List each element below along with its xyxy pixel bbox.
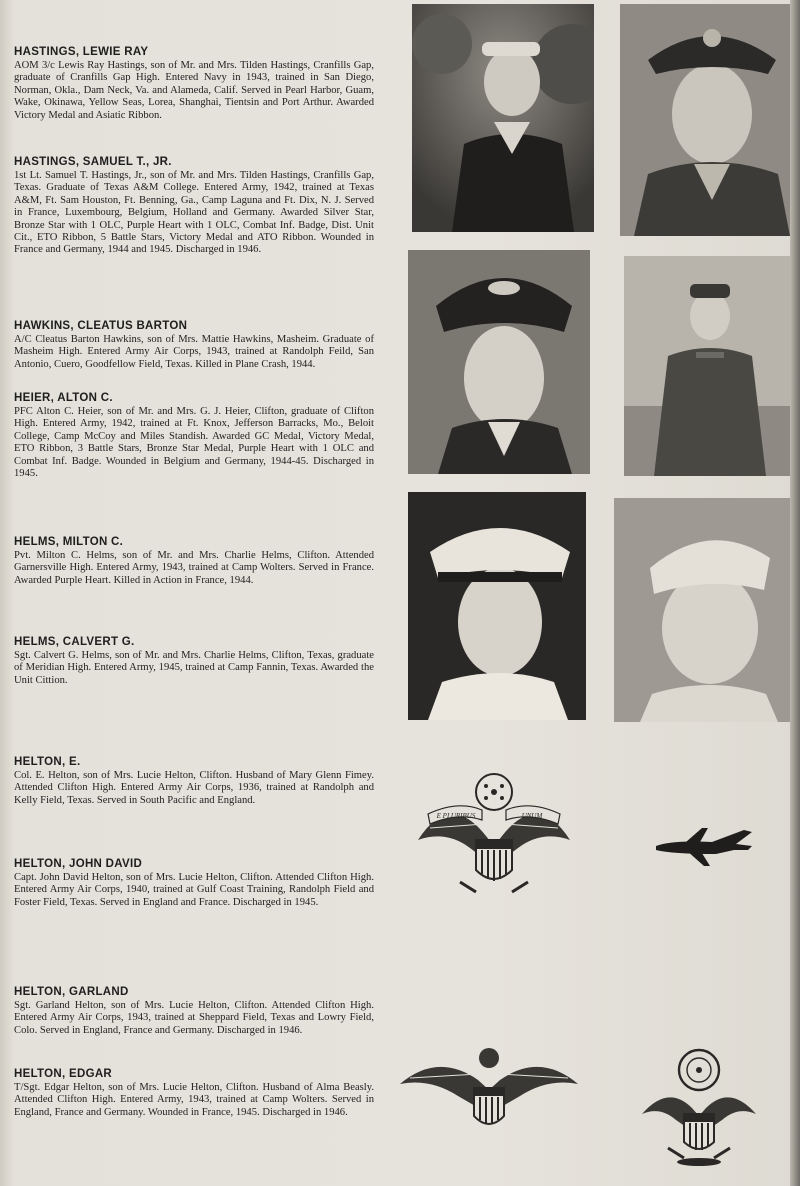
entry-name: HELTON, GARLAND — [14, 986, 129, 998]
entry-helton-edgar — [14, 1068, 374, 1119]
entry-bio: T/Sgt. Edgar Helton, son of Mrs. Lucie Helton, Clifton. Husband of Alma Beasly. Attended Clifton High. Entered Army, 1943, trained at Camp Wolters. Served in England, France and Germany. Wounded in France, 1945. Discharged in 1946. — [14, 1082, 374, 1118]
entry-bio: A/C Cleatus Barton Hawkins, son of Mrs. Mattie Hawkins, Masheim. Graduate of Masheim High. Entered Army Air Corps, 1943, trained at Randolph Feild, San Antonio, Cuero, Goodfellow Field, Texas. Killed in Plane Crash, 1944. — [14, 334, 374, 370]
entry-bio: Capt. John David Helton, son of Mrs. Lucie Helton, Clifton. Attended Clifton High. Entered Army Air Corps, 1940, trained at Gulf Coast Training, Randolph Field and Foster Field, Texas. Served in England and France. Discharged in 1945. — [14, 872, 374, 908]
banner-left-text: E PLURIBUS — [436, 812, 476, 820]
entry-hastings-lewie — [14, 46, 374, 122]
photo-hastings-samuel — [620, 4, 798, 236]
photo-helms-milton — [408, 492, 586, 720]
entry-bio: PFC Alton C. Heier, son of Mr. and Mrs. G. J. Heier, Clifton, graduate of Clifton High. Entered Army, 1942, trained at Ft. Knox, Jefferson Barracks, Mo., Beloit College, Camp McCoy and Miles Standish. Awarded GC Medal, Victory Medal, ETO Ribbon, 3 Battle Stars, Bronze Star Medal, Purple Heart with 1 OLC and Combat Inf. Badge. Wounded in Belgium and Germany, 1944-45. Discharged in 1945. — [14, 406, 374, 480]
photo-hastings-lewie — [412, 4, 594, 232]
entry-helton-garland — [14, 986, 374, 1037]
entry-helton-e — [14, 756, 374, 807]
entry-bio: Pvt. Milton C. Helms, son of Mr. and Mrs. Charlie Helms, Clifton. Attended Garnersville High. Entered Army, 1943, trained at Camp Wolters. Served in France. Awarded Purple Heart. Killed in Action in France, 1944. — [14, 550, 374, 586]
entry-hawkins-cleatus — [14, 320, 374, 371]
entry-heier-alton — [14, 392, 374, 480]
colonel-eagle-insignia — [398, 1044, 580, 1142]
entry-bio: Col. E. Helton, son of Mrs. Lucie Helton, Clifton. Husband of Mary Glenn Fimey. Attended Clifton High. Entered Army Air Corps, 1936, trained at Randolph and Kelly Field, Texas. Served in South Pacific and England. — [14, 770, 374, 806]
entry-name: HASTINGS, SAMUEL T., JR. — [14, 156, 172, 168]
airplane-icon — [652, 820, 756, 872]
photo-heier-alton — [624, 256, 796, 476]
entry-bio: AOM 3/c Lewis Ray Hastings, son of Mr. and Mrs. Tilden Hastings, Cranfills Gap, graduate of Cranfills Gap High. Entered Navy in 1943, trained in San Diego, Norman, Okla., Dam Neck, Va. and Alameda, Calif. Served in Pearl Harbor, Guam, Wake, Okinawa, Yellow Seas, Lorea, Shanghai, Tientsin and Port Arthur. Awarded Victory Medal and Asiatic Ribbon. — [14, 60, 374, 121]
entry-bio: Sgt. Garland Helton, son of Mrs. Lucie Helton, Clifton. Attended Clifton High. Entered Army Air Corps, 1943, trained at Sheppard Field, Texas and Lowry Field, Colo. Served in England, France and Germany. Discharged in 1946. — [14, 1000, 374, 1036]
entry-bio: Sgt. Calvert G. Helms, son of Mr. and Mrs. Charlie Helms, Clifton, Texas, graduate of Meridian High. Entered Army, 1945, trained at Camp Fannin, Texas. Awarded the Unit Cittion. — [14, 650, 374, 686]
entry-name: HEIER, ALTON C. — [14, 392, 113, 404]
entry-name: HAWKINS, CLEATUS BARTON — [14, 320, 188, 332]
entry-helms-milton — [14, 536, 374, 587]
entry-name: HELTON, JOHN DAVID — [14, 858, 143, 870]
entry-name: HELMS, CALVERT G. — [14, 636, 135, 648]
entry-name: HELTON, EDGAR — [14, 1068, 113, 1080]
entry-bio: 1st Lt. Samuel T. Hastings, Jr., son of Mr. and Mrs. Tilden Hastings, Cranfills Gap, Texas. Graduate of Texas A&M College. Entered Army, 1942, trained at Texas A&M, Ft. Sam Houston, Ft. Benning, Ga., Camp Laguna and Ft. Dix, N. J. Served in France, Luxembourg, Belgium, Holland and Germany. Awarded Silver Star, Bronze Star with 1 OLC, Purple Heart with 1 OLC, Combat Inf. Badge, Dist. Unit Cit., ETO Ribbon, 5 Battle Stars, Victory Medal and ATO Ribbon. Wounded in France and Germany, 1944 and 1945. Discharged in 1946. — [14, 170, 374, 256]
entry-helton-john-david — [14, 858, 374, 909]
great-seal-emblem — [638, 1044, 760, 1168]
entry-name: HELTON, E. — [14, 756, 81, 768]
entry-helms-calvert — [14, 636, 374, 687]
entry-hastings-samuel — [14, 156, 374, 257]
eagle-seal-emblem — [410, 770, 578, 900]
book-binding-edge — [790, 0, 800, 1186]
entry-name: HELMS, MILTON C. — [14, 536, 124, 548]
banner-right-text: UNUM — [521, 812, 543, 820]
photo-hawkins-cleatus — [408, 250, 590, 474]
photo-helms-calvert — [614, 498, 796, 722]
entry-name: HASTINGS, LEWIE RAY — [14, 46, 149, 58]
